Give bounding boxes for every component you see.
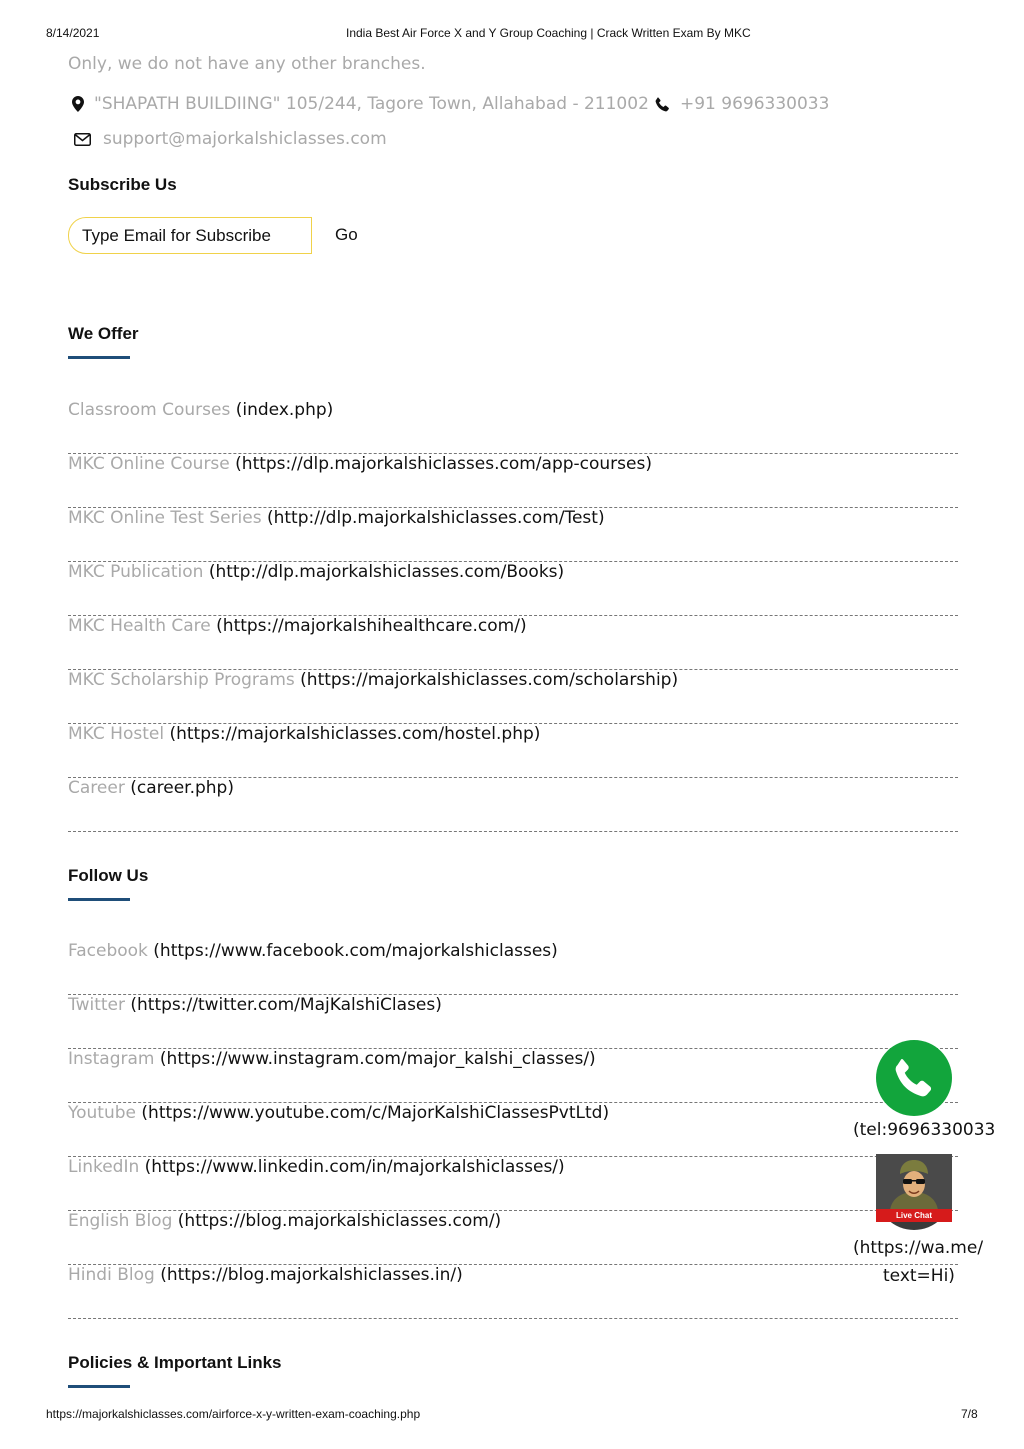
link-label[interactable]: MKC Scholarship Programs [68, 670, 295, 690]
envelope-icon [74, 133, 91, 146]
we-offer-underline [68, 356, 130, 359]
chat-link-line2[interactable]: text=Hi) [883, 1266, 955, 1286]
link-label[interactable]: Hindi Blog [68, 1265, 155, 1285]
phone-icon [894, 1058, 934, 1098]
floating-chat-link[interactable] [853, 1234, 984, 1290]
phone-icon [655, 97, 670, 112]
link-label[interactable]: Instagram [68, 1049, 155, 1069]
link-label[interactable]: MKC Hostel [68, 724, 165, 744]
link-url: (index.php) [235, 400, 334, 420]
link-label[interactable]: MKC Publication [68, 562, 204, 582]
subscribe-title: Subscribe Us [68, 175, 177, 194]
print-title: India Best Air Force X and Y Group Coaching | Crack Written Exam By MKC [346, 26, 751, 40]
link-url: (https://blog.majorkalshiclasses.com/) [177, 1211, 502, 1231]
list-item[interactable] [68, 616, 958, 670]
list-item[interactable] [68, 724, 958, 778]
email-row[interactable] [74, 129, 387, 149]
we-offer-list [68, 400, 958, 832]
list-item[interactable] [68, 400, 958, 454]
list-item[interactable] [68, 670, 958, 724]
link-label[interactable]: MKC Online Course [68, 454, 230, 474]
policies-underline [68, 1385, 130, 1388]
link-label[interactable]: Twitter [68, 995, 125, 1015]
list-item[interactable] [68, 1049, 958, 1103]
follow-us-underline [68, 898, 130, 901]
link-url: (https://www.linkedin.com/in/majorkalshiclasses/) [144, 1157, 565, 1177]
print-footer-url: https://majorkalshiclasses.com/airforce-x-y-written-exam-coaching.php [46, 1407, 421, 1421]
floating-call-link[interactable]: (tel:9696330033 [853, 1120, 996, 1140]
follow-us-title: Follow Us [68, 866, 149, 885]
phone-row[interactable] [655, 94, 829, 114]
link-url: (https://blog.majorkalshiclasses.in/) [160, 1265, 463, 1285]
floating-live-chat-button[interactable] [876, 1154, 952, 1230]
follow-us-list [68, 941, 958, 1319]
link-url: (https://majorkalshiclasses.com/scholarship) [300, 670, 679, 690]
link-url: (http://dlp.majorkalshiclasses.com/Test) [266, 508, 605, 528]
link-url: (career.php) [130, 778, 234, 798]
print-page-number: 7/8 [961, 1407, 978, 1421]
chat-link-line1[interactable]: (https://wa.me/ [853, 1238, 984, 1258]
soldier-avatar-icon [876, 1154, 952, 1210]
link-label[interactable]: Classroom Courses [68, 400, 231, 420]
list-item[interactable] [68, 995, 958, 1049]
floating-call-button[interactable] [876, 1040, 952, 1116]
list-item[interactable] [68, 1265, 958, 1319]
link-url: (https://twitter.com/MajKalshiClases) [130, 995, 442, 1015]
link-label[interactable]: Youtube [68, 1103, 136, 1123]
link-url: (https://majorkalshihealthcare.com/) [216, 616, 527, 636]
list-item[interactable] [68, 1103, 958, 1157]
link-url: (https://majorkalshiclasses.com/hostel.php) [169, 724, 541, 744]
link-url: (http://dlp.majorkalshiclasses.com/Books) [208, 562, 565, 582]
print-date: 8/14/2021 [46, 26, 100, 40]
link-label[interactable]: English Blog [68, 1211, 173, 1231]
email-text[interactable]: support@majorkalshiclasses.com [103, 129, 387, 149]
link-label[interactable]: MKC Online Test Series [68, 508, 262, 528]
branches-note: Only, we do not have any other branches. [68, 54, 426, 74]
address-row [72, 94, 649, 114]
link-url: (https://dlp.majorkalshiclasses.com/app-courses) [235, 454, 652, 474]
link-label[interactable]: Facebook [68, 941, 148, 961]
list-item[interactable] [68, 454, 958, 508]
subscribe-go-button[interactable]: Go [335, 225, 358, 244]
list-item[interactable] [68, 941, 958, 995]
live-chat-badge: Live Chat [876, 1209, 952, 1222]
link-label[interactable]: Career [68, 778, 125, 798]
list-item[interactable] [68, 508, 958, 562]
list-item[interactable] [68, 1211, 958, 1265]
address-text: "SHAPATH BUILDIING" 105/244, Tagore Town, Allahabad - 211002 [94, 94, 649, 114]
link-label[interactable]: MKC Health Care [68, 616, 211, 636]
phone-text[interactable]: +91 9696330033 [680, 94, 830, 114]
link-url: (https://www.facebook.com/majorkalshiclasses) [153, 941, 558, 961]
link-url: (https://www.youtube.com/c/MajorKalshiClassesPvtLtd) [141, 1103, 610, 1123]
list-item[interactable] [68, 562, 958, 616]
link-label[interactable]: LinkedIn [68, 1157, 140, 1177]
we-offer-title: We Offer [68, 324, 139, 343]
subscribe-email-input[interactable] [68, 217, 312, 254]
link-url: (https://www.instagram.com/major_kalshi_classes/) [159, 1049, 596, 1069]
policies-title: Policies & Important Links [68, 1353, 282, 1372]
map-marker-icon [72, 96, 84, 112]
list-item[interactable] [68, 778, 958, 832]
list-item[interactable] [68, 1157, 958, 1211]
